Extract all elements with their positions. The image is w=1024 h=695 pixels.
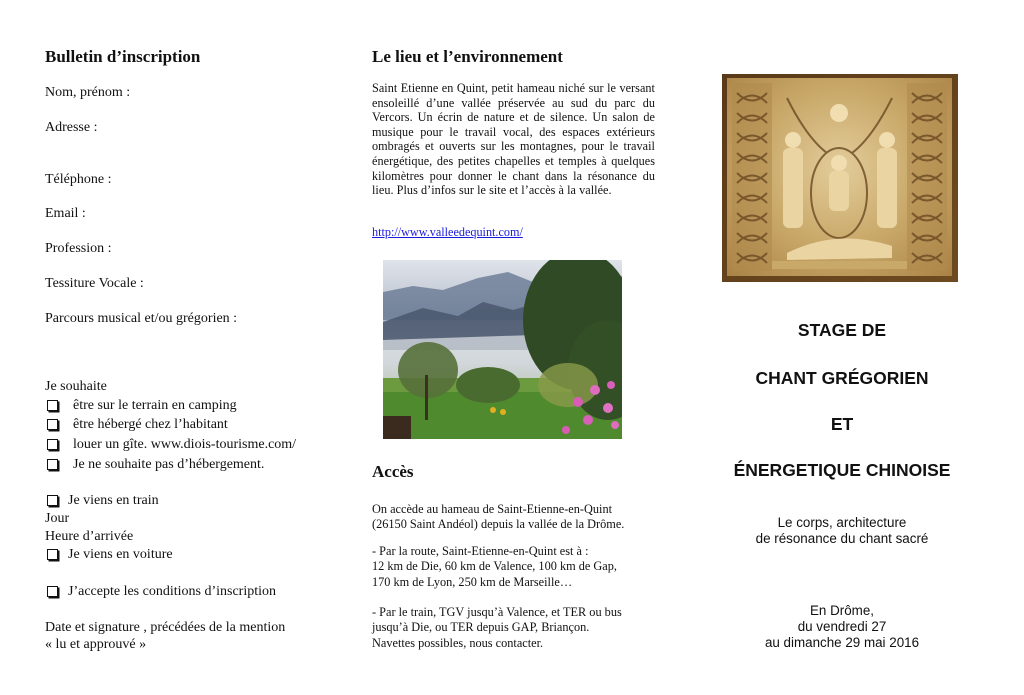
option-car[interactable]: [45, 547, 173, 563]
option-host-family[interactable]: [45, 417, 228, 433]
cover-subtitle-line: de résonance du chant sacré: [755, 531, 929, 546]
access-by-train: [372, 605, 662, 651]
access-road-line: 170 km de Lyon, 250 km de Marseille…: [372, 574, 573, 589]
access-title: Accès: [372, 462, 414, 481]
access-train-line: jusqu’à Die, ou TER depuis GAP, Briançon.: [372, 620, 590, 635]
checkbox-icon[interactable]: [47, 459, 58, 470]
cover-title-line: CHANT GRÉGORIEN: [755, 368, 929, 388]
signature-instruction: Date et signature , précédées de la mention: [45, 620, 286, 635]
carving-illustration: [727, 78, 952, 276]
field-address-label: Adresse :: [45, 120, 98, 135]
valley-website-link[interactable]: http://www.valleedequint.com/: [372, 225, 523, 239]
cover-dates: [692, 603, 992, 651]
access-intro-line: (26150 Saint Andéol) depuis la vallée de la Drôme.: [372, 517, 625, 532]
cover-subtitle: [692, 515, 992, 547]
option-car-label: Je viens en voiture: [68, 547, 173, 562]
option-no-lodging[interactable]: [45, 457, 264, 473]
access-by-road: [372, 544, 662, 590]
option-train-label: Je viens en train: [68, 493, 159, 508]
access-road-line: 12 km de Die, 60 km de Valence, 100 km de Gap,: [372, 559, 617, 574]
registration-title: Bulletin d’inscription: [45, 47, 201, 66]
day-label: Jour: [45, 511, 70, 526]
checkbox-icon[interactable]: [47, 549, 58, 560]
access-train-line: - Par le train, TGV jusqu’à Valence, et TER ou bus: [372, 605, 622, 619]
checkbox-icon[interactable]: [47, 400, 58, 411]
wish-label: Je souhaite: [45, 379, 107, 394]
field-name-label: Nom, prénom :: [45, 85, 131, 100]
access-intro-line: On accède au hameau de Saint-Etienne-en-Quint: [372, 502, 613, 516]
checkbox-icon[interactable]: [47, 439, 58, 450]
signature-mention: « lu et approuvé »: [45, 637, 147, 652]
field-musical-background-label: Parcours musical et/ou grégorien :: [45, 311, 238, 326]
landscape-photo: [383, 260, 622, 439]
field-email-label: Email :: [45, 206, 86, 221]
place-title: Le lieu et l’environnement: [372, 47, 563, 66]
access-road-line: - Par la route, Saint-Etienne-en-Quint est à :: [372, 544, 589, 558]
option-camping[interactable]: [45, 398, 237, 414]
cover-location: En Drôme,: [810, 603, 874, 618]
arrival-time-label: Heure d’arrivée: [45, 529, 134, 544]
option-host-family-label: être hébergé chez l’habitant: [73, 417, 228, 432]
checkbox-icon[interactable]: [47, 586, 58, 597]
cover-title-line: STAGE DE: [797, 320, 887, 340]
option-no-lodging-label: Je ne souhaite pas d’hébergement.: [73, 457, 265, 472]
access-intro: [372, 502, 662, 533]
field-voice-range-label: Tessiture Vocale :: [45, 276, 144, 291]
cover-title-line: ET: [830, 414, 854, 434]
cover-date-line: du vendredi 27: [797, 619, 887, 634]
option-train[interactable]: [45, 493, 159, 509]
ivory-carving-image: [722, 74, 958, 282]
place-paragraph: Saint Etienne en Quint, petit hameau niché sur le versant ensoleillé d’une vallée préservée au sud du parc du Vercors. Un écrin de nature et de silence. Un salon de musique pour le travail vocal, des espaces extérieurs ombragés et ouverts sur les montagnes, pour le travail énergétique, des petites chapelles et temples à quelques kilomètres pour donner le chant dans la résonance du lieu. Plus d’infos sur le site et l’accès à la vallée.: [372, 81, 655, 198]
landscape-illustration: [383, 260, 622, 439]
option-gite-label: louer un gîte. www.diois-tourisme.com/: [73, 437, 297, 452]
access-train-line: Navettes possibles, nous contacter.: [372, 635, 544, 650]
cover-title-line: ÉNERGETIQUE CHINOISE: [733, 460, 951, 480]
field-profession-label: Profession :: [45, 241, 112, 256]
option-accept-conditions-label: J’accepte les conditions d’inscription: [68, 584, 276, 599]
option-gite[interactable]: [45, 437, 296, 453]
checkbox-icon[interactable]: [47, 419, 58, 430]
cover-subtitle-line: Le corps, architecture: [777, 515, 907, 530]
option-camping-label: être sur le terrain en camping: [73, 398, 237, 413]
option-accept-conditions[interactable]: [45, 584, 276, 600]
checkbox-icon[interactable]: [47, 495, 58, 506]
field-phone-label: Téléphone :: [45, 172, 112, 187]
ivory-carving-surface: [727, 78, 952, 276]
cover-date-line: au dimanche 29 mai 2016: [764, 635, 920, 650]
